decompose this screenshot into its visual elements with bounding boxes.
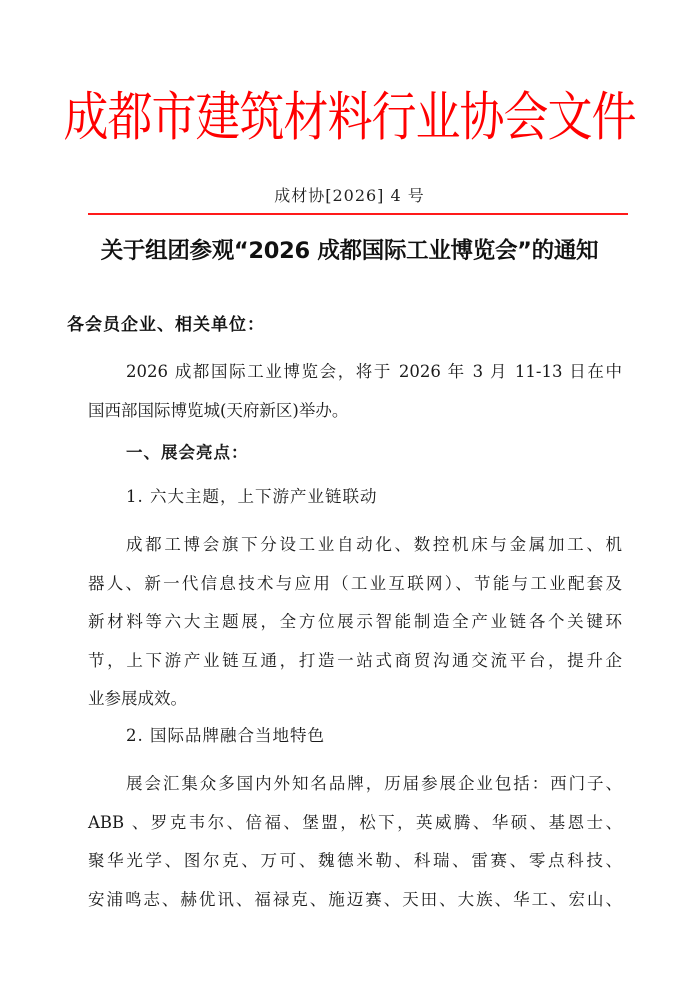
- paragraph-line: 业参展成效。: [88, 689, 187, 708]
- notice-title: 关于组团参观“2026 成都国际工业博览会”的通知: [100, 238, 599, 264]
- paragraph-line: 成都工博会旗下分设工业自动化、数控机床与金属加工、机: [126, 535, 622, 554]
- paragraph-line: 聚华光学、图尔克、万可、魏德米勒、科瑞、雷赛、零点科技、: [88, 851, 622, 870]
- section-heading-highlights: 一、展会亮点：: [126, 443, 249, 462]
- highlight-1-heading: 1. 六大主题，上下游产业链联动: [126, 487, 378, 506]
- red-divider-rule: [88, 213, 628, 215]
- paragraph-line: 安浦鸣志、赫优讯、福禄克、施迈赛、天田、大族、华工、宏山、: [88, 889, 622, 909]
- masthead-title: 成都市建筑材料行业协会文件: [63, 85, 636, 149]
- salutation: 各会员企业、相关单位：: [67, 315, 265, 335]
- highlight-1-paragraph: [88, 526, 622, 719]
- paragraph-line: ABB 、罗克韦尔、倍福、堡盟，松下，英威腾、华硕、基恩士、: [88, 812, 622, 832]
- paragraph-line: 器人、新一代信息技术与应用（工业互联网）、节能与工业配套及: [88, 573, 622, 593]
- paragraph-line: 节，上下游产业链互通，打造一站式商贸沟通交流平台，提升企: [88, 650, 622, 670]
- intro-line: 2026 成都国际工业博览会，将于 2026 年 3 月 11-13 日在中: [126, 362, 622, 381]
- highlight-2-paragraph: [88, 765, 622, 919]
- paragraph-line: 展会汇集众多国内外知名品牌，历届参展企业包括：西门子、: [126, 774, 622, 793]
- intro-line: 国西部国际博览城(天府新区)举办。: [88, 400, 349, 420]
- paragraph-line: 新材料等六大主题展，全方位展示智能制造全产业链各个关键环: [88, 612, 622, 631]
- intro-paragraph: [88, 353, 622, 430]
- document-number: 成材协[2026] 4 号: [274, 186, 425, 205]
- highlight-2-heading: 2. 国际品牌融合当地特色: [126, 726, 325, 745]
